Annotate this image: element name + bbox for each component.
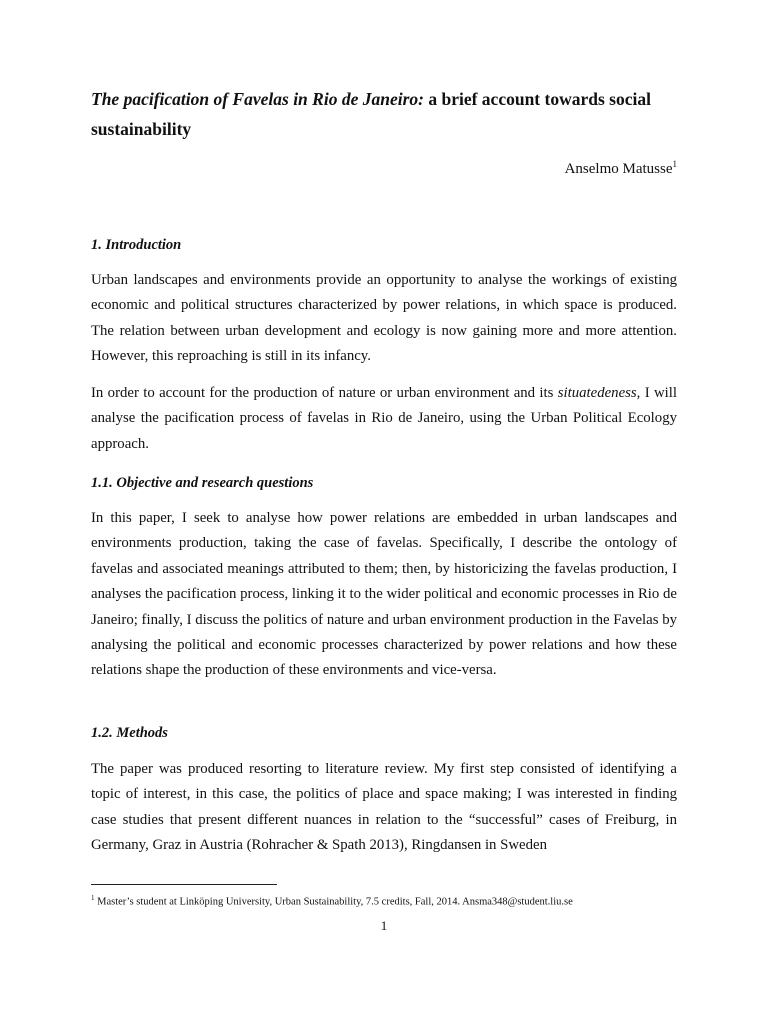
footnote-divider (91, 884, 277, 885)
methods-paragraph: The paper was produced resorting to literature review. My first step consisted of identifying a topic of interest, in this case, the politics of place and space making; I was interested in finding case studies that present different nuances in relation to the “successful” cases of Freiburg, in Germany, Graz in Austria (Rohracher & Spath 2013), Ringdansen in Sweden (91, 761, 677, 854)
page-number: 1 (380, 918, 388, 933)
intro-paragraph-1: Urban landscapes and environments provide an opportunity to analyse the workings of existing economic and political structures characterized by power relations, in which space is produced. The relation between urban development and ecology is now gaining more and more attention. However, this reproaching is still in its infancy. (91, 272, 677, 365)
methods-heading: 1.2. Methods (91, 725, 168, 741)
objective-paragraph: In this paper, I seek to analyse how power relations are embedded in urban landscapes and environments production, taking the case of favelas. Specifically, I describe the ontology of favelas and associated meanings attributed to them; then, by historicizing the favelas production, I analyses the pacification process, linking it to the wider political and economic processes in Rio de Janeiro; finally, I discuss the politics of nature and urban environment production in the Favelas by analysing the political and economic processes characterized by power relations and how these relations shape the production of these environments and vice-versa. (91, 510, 677, 679)
author-line (565, 154, 677, 179)
intro-paragraph-2 (91, 381, 677, 457)
objective-heading: 1.1. Objective and research questions (91, 475, 314, 491)
footnote-mark: 1 (91, 894, 95, 902)
title-italic-part: The pacification of Favelas in Rio de Janeiro: (91, 89, 424, 109)
paper-title (91, 84, 681, 144)
intro-p2-before: In order to account for the production of nature or urban environment and its (91, 385, 558, 401)
author-footnote-mark: 1 (672, 159, 677, 169)
intro-p2-italic: situatedeness (557, 385, 637, 401)
intro-heading: 1. Introduction (91, 237, 182, 253)
footnote-text: Master’s student at Linköping University, Urban Sustainability, 7.5 credits, Fall, 2014. Ansma348@student.liu.se (94, 896, 573, 908)
intro-p2-after: , I will analyse the pacification process of favelas in Rio de Janeiro, using the Urban Political Ecology approach. (91, 385, 677, 452)
footnote (91, 890, 691, 911)
author-name: Anselmo Matusse (564, 161, 673, 177)
title-rest: a brief account towards social sustainability (91, 89, 651, 139)
